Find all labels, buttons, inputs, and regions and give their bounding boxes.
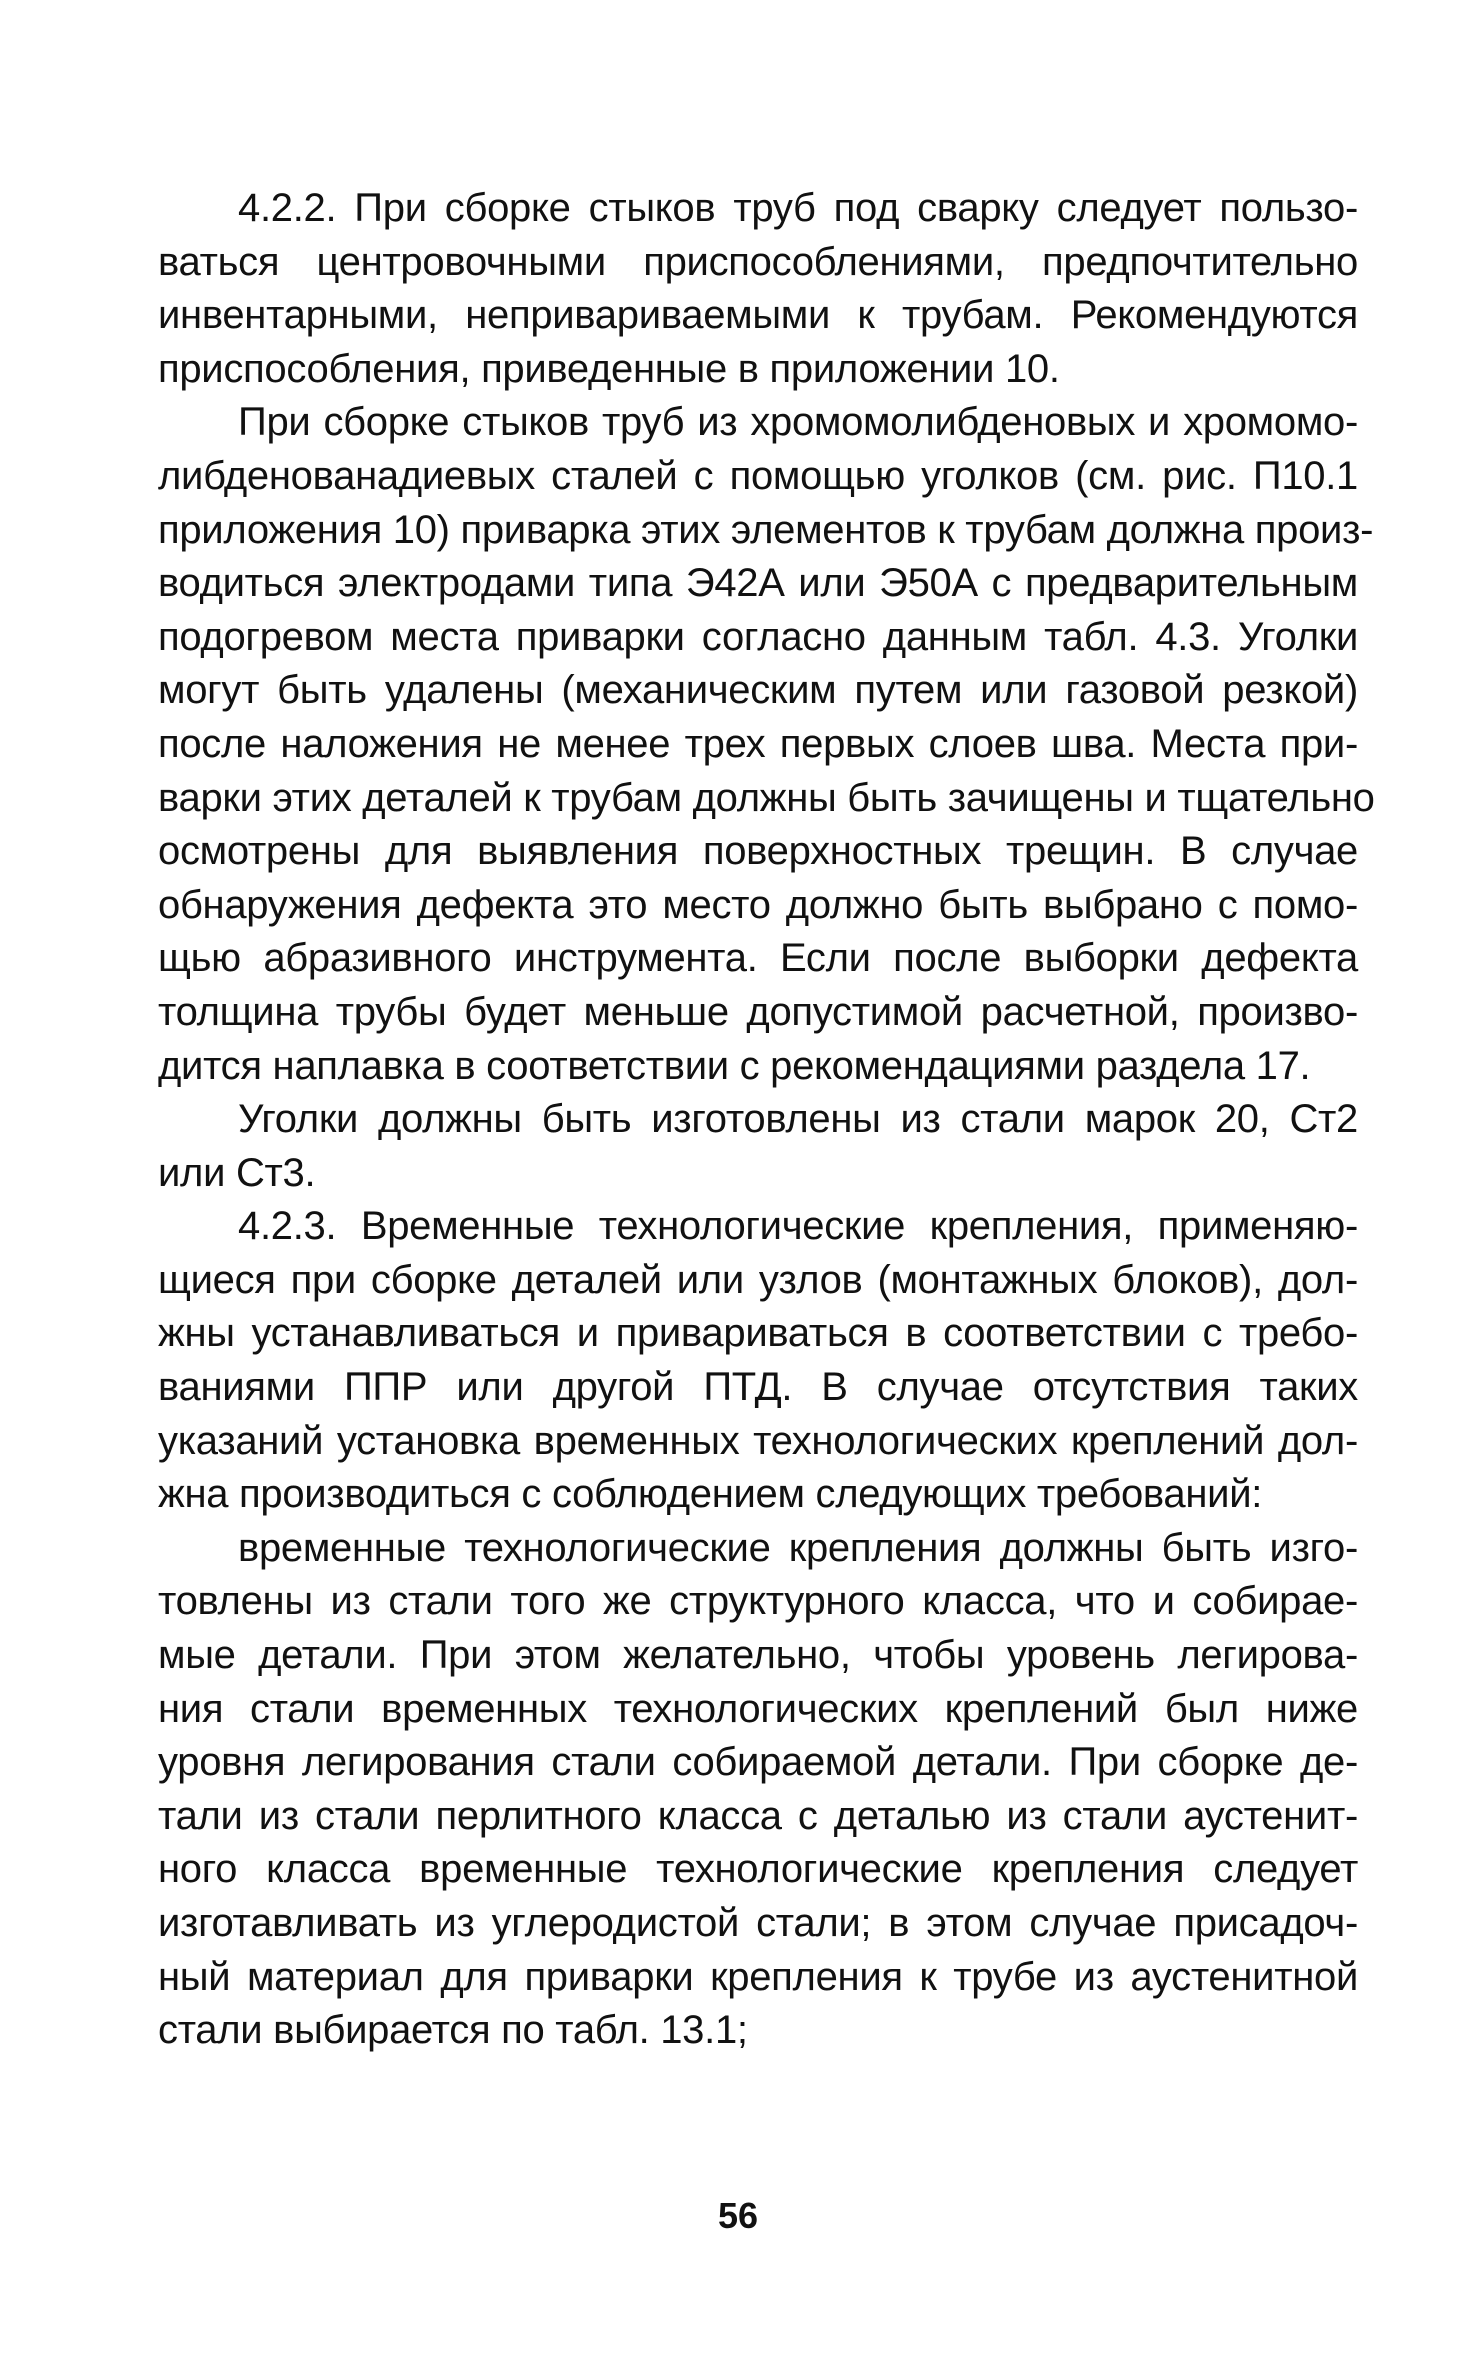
text-line: товлены из стали того же структурного класса, что и собирае-	[158, 1579, 1358, 1624]
text-line: щиеся при сборке деталей или узлов (монтажных блоков), дол-	[158, 1257, 1358, 1302]
text-line: водиться электродами типа Э42А или Э50А с предварительным	[158, 561, 1358, 606]
text-line: могут быть удалены (механическим путем или газовой резкой)	[158, 668, 1358, 713]
text-line: приспособления, приведенные в приложении 10.	[158, 346, 1060, 391]
text-line: ный материал для приварки крепления к трубе из аустенитной	[158, 1954, 1358, 1999]
text-line: либденованадиевых сталей с помощью уголков (см. рис. П10.1	[158, 453, 1358, 498]
text-line: ваниями ППР или другой ПТД. В случае отсутствия таких	[158, 1365, 1358, 1410]
text-line: ного класса временные технологические крепления следует	[158, 1847, 1358, 1892]
text-line: временные технологические крепления должны быть изго-	[238, 1525, 1358, 1570]
text-line: варки этих деталей к трубам должны быть зачищены и тщательно	[158, 775, 1375, 820]
text-line: дится наплавка в соответствии с рекомендациями раздела 17.	[158, 1043, 1311, 1088]
text-line: после наложения не менее трех первых слоев шва. Места при-	[158, 721, 1358, 766]
text-line: ваться центровочными приспособлениями, предпочтительно	[158, 239, 1358, 284]
text-line: 4.2.2. При сборке стыков труб под сварку следует пользо-	[238, 186, 1358, 230]
text-line: стали выбирается по табл. 13.1;	[158, 2008, 748, 2053]
text-line: уровня легирования стали собираемой детали. При сборке де-	[158, 1740, 1358, 1785]
text-line: осмотрены для выявления поверхностных трещин. В случае	[158, 829, 1358, 874]
text-line: жна производиться с соблюдением следующих требований:	[158, 1472, 1263, 1517]
document-body	[158, 182, 1375, 2058]
text-line: или Ст3.	[158, 1150, 316, 1195]
text-line: мые детали. При этом желательно, чтобы уровень легирова-	[158, 1633, 1358, 1678]
text-line: жны устанавливаться и привариваться в соответствии с требо-	[158, 1311, 1358, 1356]
page-number: 56	[717, 2195, 759, 2236]
text-line: ния стали временных технологических креплений был ниже	[158, 1686, 1358, 1731]
text-line: приложения 10) приварка этих элементов к трубам должна произ-	[158, 507, 1374, 552]
text-line: толщина трубы будет меньше допустимой расчетной, произво-	[158, 989, 1358, 1034]
text-line: инвентарными, непривариваемыми к трубам. Рекомендуются	[158, 293, 1358, 338]
text-line: указаний установка временных технологических креплений дол-	[158, 1418, 1358, 1463]
text-line: изготавливать из углеродистой стали; в этом случае присадоч-	[158, 1901, 1358, 1945]
text-line: 4.2.3. Временные технологические крепления, применяю-	[238, 1204, 1358, 1249]
text-line: щью абразивного инструмента. Если после выборки дефекта	[158, 936, 1358, 981]
text-line: Уголки должны быть изготовлены из стали марок 20, Ст2	[238, 1097, 1358, 1142]
text-line: тали из стали перлитного класса с деталью из стали аустенит-	[158, 1793, 1358, 1838]
text-line: подогревом места приварки согласно данным табл. 4.3. Уголки	[158, 614, 1358, 659]
text-line: обнаружения дефекта это место должно быть выбрано с помо-	[158, 882, 1358, 927]
text-line: При сборке стыков труб из хромомолибденовых и хромомо-	[238, 400, 1358, 445]
